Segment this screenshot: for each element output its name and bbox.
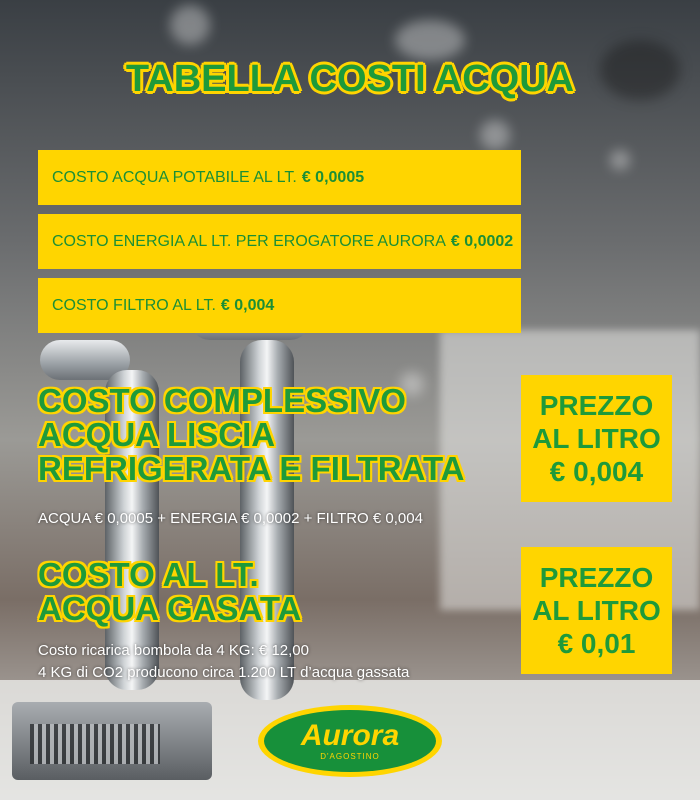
cost-label: COSTO ENERGIA AL LT. PER EROGATORE AURORA — [52, 232, 446, 250]
cost-row-energy — [38, 214, 521, 269]
page-title: TABELLA COSTI ACQUA — [125, 58, 575, 100]
note-line: 4 KG di CO2 producono circa 1.200 LT d’acqua gassata — [38, 664, 410, 681]
cost-label: COSTO ACQUA POTABILE AL LT. — [52, 168, 297, 186]
cost-row-water — [38, 150, 521, 205]
cost-value: € 0,004 — [220, 296, 275, 314]
cost-value: € 0,0002 — [450, 232, 514, 250]
cost-label: COSTO FILTRO AL LT. — [52, 296, 216, 314]
cost-row-filter — [38, 278, 521, 333]
still-water-formula: ACQUA € 0,0005 + ENERGIA € 0,0002 + FILTRO € 0,004 — [38, 510, 423, 527]
sparkling-water-notes — [38, 640, 409, 684]
note-line: Costo ricarica bombola da 4 KG: € 12,00 — [38, 642, 309, 659]
sparkling-water-heading: COSTO AL LT. ACQUA GASATA — [38, 556, 302, 627]
cost-value: € 0,0005 — [301, 168, 365, 186]
logo-name: Aurora — [300, 719, 400, 752]
logo-subtitle: D'AGOSTINO — [320, 752, 380, 761]
still-water-price-box: PREZZO AL LITRO € 0,004 — [521, 375, 672, 502]
still-water-heading: COSTO COMPLESSIVO ACQUA LISCIA REFRIGERATA E FILTRATA — [38, 382, 465, 487]
aurora-logo — [258, 705, 442, 777]
sparkling-water-price-box: PREZZO AL LITRO € 0,01 — [521, 547, 672, 674]
